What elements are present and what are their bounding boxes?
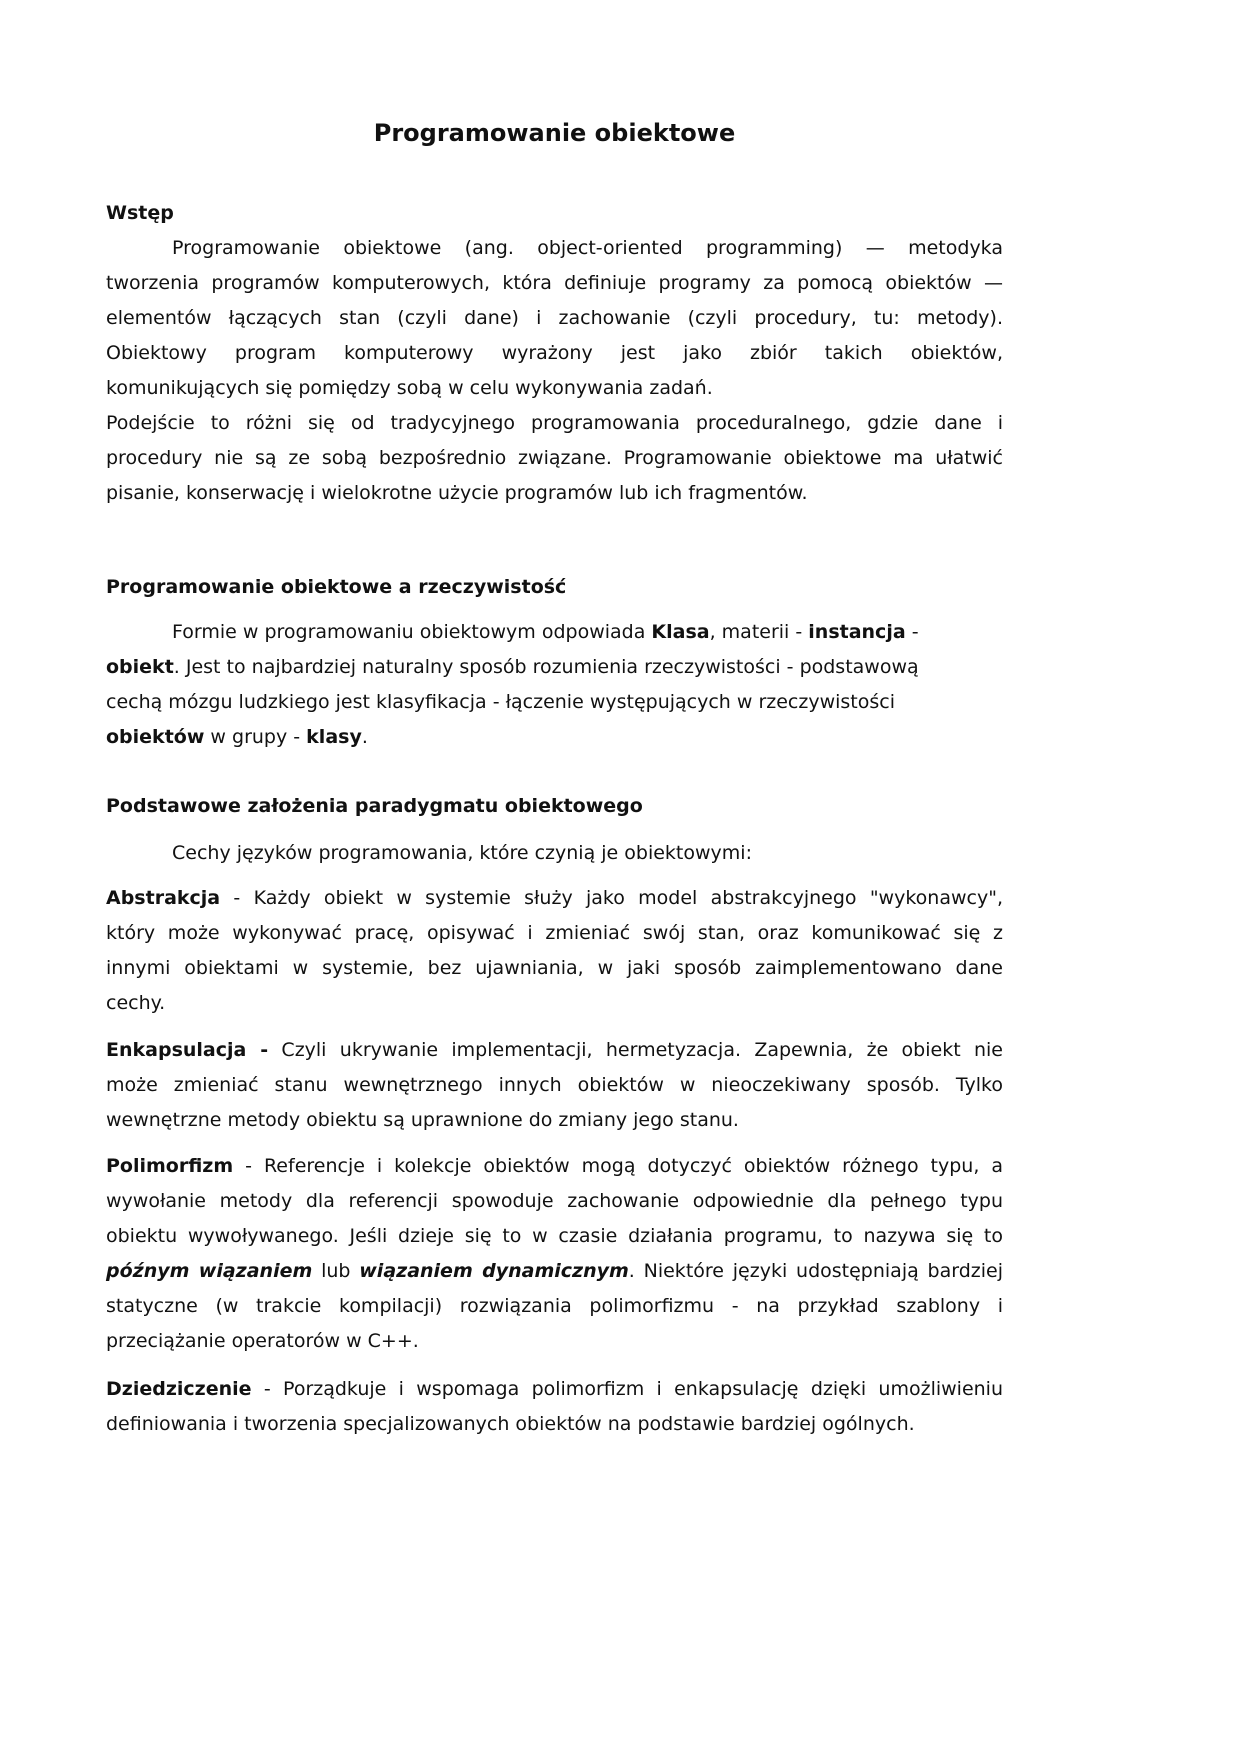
text-run: Cechy języków programowania, które czynią je obiektowymi:	[172, 842, 752, 864]
emphasized-text: Enkapsulacja -	[106, 1039, 269, 1061]
emphasized-text: Klasa	[651, 621, 710, 643]
text-run: może zmieniać stanu wewnętrznego innych obiektów w nieoczekiwany sposób. Tylko	[106, 1074, 1003, 1096]
emphasized-text: wiązaniem dynamicznym	[359, 1260, 629, 1282]
text-line	[106, 371, 1003, 406]
paragraph-polimorfizm	[106, 1149, 1003, 1359]
text-run: definiowania i tworzenia specjalizowanych obiektów na podstawie bardziej ogólnych.	[106, 1413, 915, 1435]
text-run: Obiektowy program komputerowy wyrażony jest jako zbiór takich obiektów,	[106, 342, 1003, 364]
paragraph-dziedziczenie	[106, 1372, 1003, 1442]
text-run: komunikujących się pomiędzy sobą w celu wykonywania zadań.	[106, 377, 713, 399]
text-line	[106, 951, 1003, 986]
text-run: statyczne (w trakcie kompilacji) rozwiązania polimorfizmu - na przykład szablony i	[106, 1295, 1003, 1317]
text-run: , materii -	[709, 621, 809, 643]
text-line	[106, 406, 1003, 441]
emphasized-text: późnym wiązaniem	[106, 1260, 313, 1282]
text-line	[106, 196, 1003, 231]
text-line	[106, 615, 1003, 650]
text-line	[106, 1149, 1003, 1184]
text-line	[106, 1033, 1003, 1068]
text-run: wewnętrzne metody obiektu są uprawnione do zmiany jego stanu.	[106, 1109, 739, 1131]
text-run: .	[361, 726, 368, 748]
section-wstep	[106, 196, 1003, 511]
text-run: cechą mózgu ludzkiego jest klasyfikacja - łączenie występujących w rzeczywistości	[106, 691, 896, 713]
text-line	[106, 1184, 1003, 1219]
text-line	[106, 570, 1003, 605]
text-line	[106, 301, 1003, 336]
text-run: procedury nie są ze sobą bezpośrednio związane. Programowanie obiektowe ma ułatwić	[106, 447, 1003, 469]
text-line	[106, 1407, 1003, 1442]
emphasized-text: Dziedziczenie	[106, 1378, 252, 1400]
text-line	[106, 1324, 1003, 1359]
text-line	[106, 916, 1003, 951]
heading-rzeczywistosc	[106, 570, 1003, 605]
text-line	[106, 441, 1003, 476]
text-run: tworzenia programów komputerowych, która definiuje programy za pomocą obiektów —	[106, 272, 1003, 294]
text-run: przeciążanie operatorów w C++.	[106, 1330, 419, 1352]
text-run: w grupy -	[204, 726, 307, 748]
text-run: -	[905, 621, 919, 643]
text-run: lub	[312, 1260, 360, 1282]
text-line	[106, 1068, 1003, 1103]
paragraph-abstrakcja	[106, 881, 1003, 1021]
text-line	[106, 881, 1003, 916]
text-line	[106, 266, 1003, 301]
paragraph-forma-klasa	[106, 615, 1003, 755]
emphasized-text: klasy	[306, 726, 362, 748]
text-run: Formie w programowaniu obiektowym odpowiada	[172, 621, 652, 643]
text-run: innymi obiektami w systemie, bez ujawniania, w jaki sposób zaimplementowano dane	[106, 957, 1003, 979]
document-title: Programowanie obiektowe	[373, 119, 736, 147]
text-line	[106, 836, 1003, 871]
text-line	[106, 336, 1003, 371]
emphasized-text: Podstawowe założenia paradygmatu obiektowego	[106, 795, 643, 817]
emphasized-text: Abstrakcja	[106, 887, 221, 909]
text-line	[106, 986, 1003, 1021]
text-line	[106, 476, 1003, 511]
text-run: - Każdy obiekt w systemie służy jako model abstrakcyjnego "wykonawcy",	[220, 887, 1003, 909]
text-run: Podejście to różni się od tradycyjnego programowania proceduralnego, gdzie dane i	[106, 412, 1003, 434]
text-run: wywołanie metody dla referencji spowoduje zachowanie odpowiednie dla pełnego typu	[106, 1190, 1003, 1212]
text-run: Programowanie obiektowe (ang. object-oriented programming) — metodyka	[172, 237, 1003, 259]
text-run: - Porządkuje i wspomaga polimorfizm i enkapsulację dzięki umożliwieniu	[251, 1378, 1003, 1400]
text-line	[106, 1219, 1003, 1254]
text-line	[106, 1289, 1003, 1324]
text-run: który może wykonywać pracę, opisywać i zmieniać swój stan, oraz komunikować się z	[106, 922, 1003, 944]
emphasized-text: obiektów	[106, 726, 205, 748]
text-line	[106, 685, 1003, 720]
text-run: - Referencje i kolekcje obiektów mogą dotyczyć obiektów różnego typu, a	[233, 1155, 1003, 1177]
emphasized-text: Polimorfizm	[106, 1155, 234, 1177]
text-line	[106, 650, 1003, 685]
paragraph-enkapsulacja	[106, 1033, 1003, 1138]
text-line	[106, 720, 1003, 755]
text-run: elementów łączących stan (czyli dane) i zachowanie (czyli procedury, tu: metody).	[106, 307, 1003, 329]
text-run: pisanie, konserwację i wielokrotne użycie programów lub ich fragmentów.	[106, 482, 808, 504]
paragraph-cechy	[106, 836, 1003, 871]
text-run: Czyli ukrywanie implementacji, hermetyzacja. Zapewnia, że obiekt nie	[268, 1039, 1003, 1061]
text-line	[106, 1372, 1003, 1407]
text-line	[106, 1103, 1003, 1138]
emphasized-text: obiekt	[106, 656, 174, 678]
text-run: cechy.	[106, 992, 166, 1014]
text-run: obiektu wywoływanego. Jeśli dzieje się to w czasie działania programu, to nazywa się to	[106, 1225, 1003, 1247]
emphasized-text: Programowanie obiektowe a rzeczywistość	[106, 576, 567, 598]
heading-zalozenia	[106, 789, 1003, 824]
text-run: . Niektóre języki udostępniają bardziej	[628, 1260, 1003, 1282]
text-run: . Jest to najbardziej naturalny sposób rozumienia rzeczywistości - podstawową	[173, 656, 919, 678]
text-line	[106, 789, 1003, 824]
emphasized-text: Wstęp	[106, 202, 174, 224]
text-line	[106, 1254, 1003, 1289]
emphasized-text: instancja	[808, 621, 906, 643]
text-line	[106, 231, 1003, 266]
